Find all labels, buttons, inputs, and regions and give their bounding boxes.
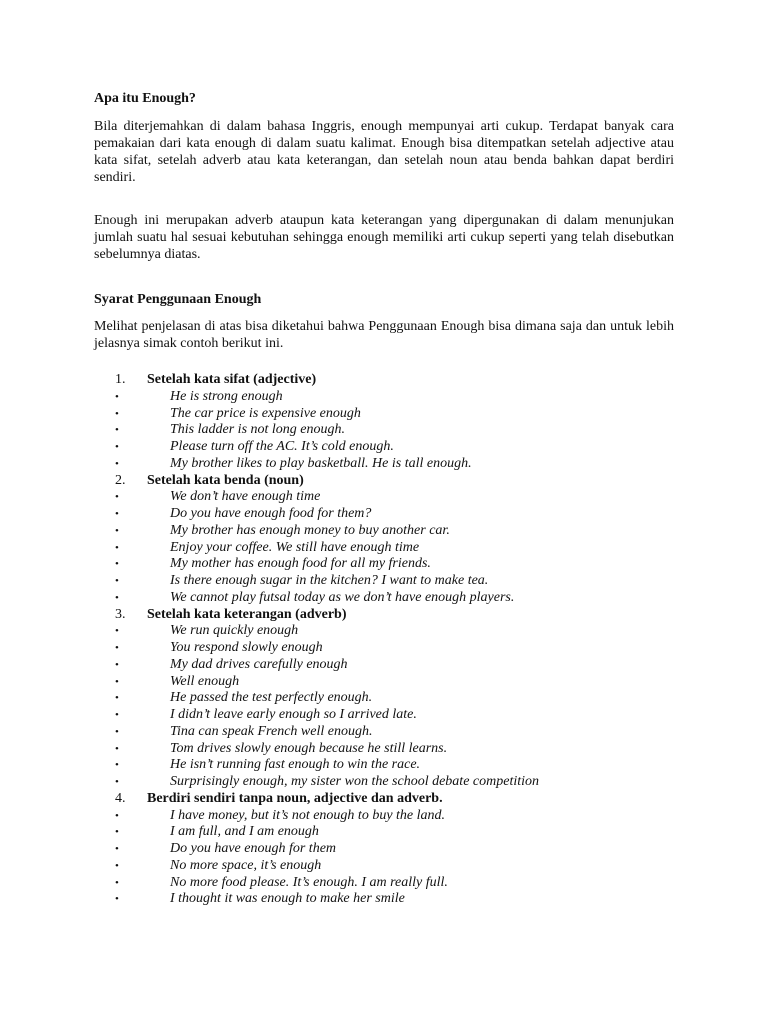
example-sentence: We cannot play futsal today as we don’t have enough players. (170, 589, 515, 605)
example-sentence: My dad drives carefully enough (170, 656, 348, 672)
list-item (94, 858, 674, 875)
bullet-icon: • (115, 675, 119, 688)
bullet-icon: • (115, 390, 119, 403)
list-item (94, 724, 674, 741)
list-item (94, 623, 674, 640)
list-item (94, 389, 674, 406)
bullet-icon: • (115, 575, 119, 587)
example-sentence: I am full, and I am enough (170, 824, 319, 840)
example-sentence: I didn’t leave early enough so I arrived late. (170, 707, 417, 722)
heading-apa-itu-enough: Apa itu Enough? (94, 91, 196, 106)
example-sentence: We run quickly enough (170, 623, 299, 639)
list-item (94, 556, 674, 573)
bullet-icon: • (115, 893, 119, 906)
bullet-icon: • (115, 826, 119, 839)
list-item (94, 422, 674, 439)
list-item (94, 808, 674, 825)
bullet-icon: • (115, 776, 119, 788)
document-content (94, 90, 674, 908)
bullet-icon: • (115, 457, 119, 470)
section-number: 3. (115, 606, 126, 622)
example-sentence: This ladder is not long enough. (170, 422, 346, 438)
bullet-icon: • (115, 424, 119, 437)
example-sentence: My brother has enough money to buy another car. (170, 522, 450, 538)
bullet-icon: • (115, 642, 119, 654)
example-sentence: Enjoy your coffee. We still have enough time (170, 539, 420, 555)
example-sentence: My mother has enough food for all my friends. (170, 556, 431, 572)
list-item (94, 824, 674, 841)
list-item (94, 774, 674, 791)
list-item (94, 540, 674, 557)
bullet-icon: • (115, 876, 119, 889)
paragraph-definition: Bila diterjemahkan di dalam bahasa Inggris, enough mempunyai arti cukup. Terdapat banyak cara pemakaian dari kata enough di dalam suatu kalimat. Enough bisa ditempatkan setelah adjective atau kata sifat, setelah adverb atau kata keterangan, dan setelah noun atau benda bahkan dapat berdiri sendiri. (94, 119, 674, 185)
example-sentence: He passed the test perfectly enough. (170, 690, 373, 706)
list-item (94, 590, 674, 607)
bullet-icon: • (115, 809, 119, 822)
example-sentence: He is strong enough (170, 388, 283, 404)
bullet-icon: • (115, 541, 119, 554)
bullet-icon: • (115, 625, 119, 638)
section-number: 2. (115, 472, 126, 488)
example-sentence: No more food please. It’s enough. I am really full. (170, 874, 448, 890)
example-sentence: He isn’t running fast enough to win the race. (170, 757, 421, 773)
section-heading (94, 473, 674, 490)
bullet-icon: • (115, 742, 119, 755)
list-item (94, 640, 674, 657)
section-number: 1. (115, 372, 126, 387)
list-item (94, 741, 674, 758)
example-sentence: Please turn off the AC. It’s cold enough. (170, 439, 394, 454)
list-item (94, 406, 674, 423)
list-item (94, 707, 674, 724)
example-sentence: I have money, but it’s not enough to buy the land. (170, 807, 446, 823)
list-item (94, 674, 674, 691)
example-sentence: Do you have enough food for them? (170, 506, 372, 521)
list-item (94, 573, 674, 590)
example-sentence: Tom drives slowly enough because he still learns. (170, 740, 448, 756)
example-sentence: The car price is expensive enough (170, 405, 361, 421)
section-title: Setelah kata benda (noun) (147, 472, 304, 488)
bullet-icon: • (115, 709, 119, 721)
heading-syarat-penggunaan: Syarat Penggunaan Enough (94, 292, 262, 307)
example-sentence: No more space, it’s enough (170, 857, 322, 873)
list-item (94, 841, 674, 858)
bullet-icon: • (115, 508, 119, 520)
bullet-icon: • (115, 407, 119, 420)
example-sentence: Well enough (170, 673, 240, 689)
bullet-icon: • (115, 692, 119, 705)
bullet-icon: • (115, 558, 119, 571)
example-sentence: You respond slowly enough (170, 640, 323, 655)
bullet-icon: • (115, 759, 119, 772)
example-sentence: Tina can speak French well enough. (170, 723, 373, 739)
bullet-icon: • (115, 441, 119, 453)
list-item (94, 523, 674, 540)
list-item (94, 875, 674, 892)
list-item (94, 506, 674, 523)
example-sentence: Do you have enough for them (170, 841, 337, 856)
section-title: Berdiri sendiri tanpa noun, adjective dan adverb. (147, 790, 443, 806)
example-sentence: I thought it was enough to make her smile (170, 891, 405, 907)
bullet-icon: • (115, 524, 119, 537)
list-item (94, 489, 674, 506)
paragraph-intro-examples: Melihat penjelasan di atas bisa diketahui bahwa Penggunaan Enough bisa dimana saja dan untuk lebih jelasnya simak contoh berikut ini. (94, 319, 674, 351)
bullet-icon: • (115, 843, 119, 855)
section-heading (94, 791, 674, 808)
list-item (94, 690, 674, 707)
list-item (94, 891, 674, 908)
section-title: Setelah kata sifat (adjective) (147, 372, 317, 387)
bullet-icon: • (115, 725, 119, 738)
example-sentence: We don’t have enough time (170, 489, 321, 505)
paragraph-adverb: Enough ini merupakan adverb ataupun kata keterangan yang dipergunakan di dalam menunjukan jumlah suatu hal sesuai kebutuhan sehingga enough memiliki arti cukup seperti yang telah disebutkan sebelumnya diatas. (94, 213, 674, 262)
example-list (94, 372, 674, 908)
list-item (94, 439, 674, 456)
bullet-icon: • (115, 491, 119, 504)
section-title: Setelah kata keterangan (adverb) (147, 606, 347, 622)
example-sentence: Is there enough sugar in the kitchen? I want to make tea. (170, 573, 489, 588)
example-sentence: My brother likes to play basketball. He is tall enough. (170, 455, 472, 471)
bullet-icon: • (115, 859, 119, 872)
bullet-icon: • (115, 591, 119, 604)
bullet-icon: • (115, 658, 119, 671)
list-item (94, 757, 674, 774)
section-heading (94, 607, 674, 624)
list-item (94, 456, 674, 473)
example-sentence: Surprisingly enough, my sister won the school debate competition (170, 774, 540, 789)
section-heading (94, 372, 674, 389)
list-item (94, 657, 674, 674)
section-number: 4. (115, 790, 126, 806)
